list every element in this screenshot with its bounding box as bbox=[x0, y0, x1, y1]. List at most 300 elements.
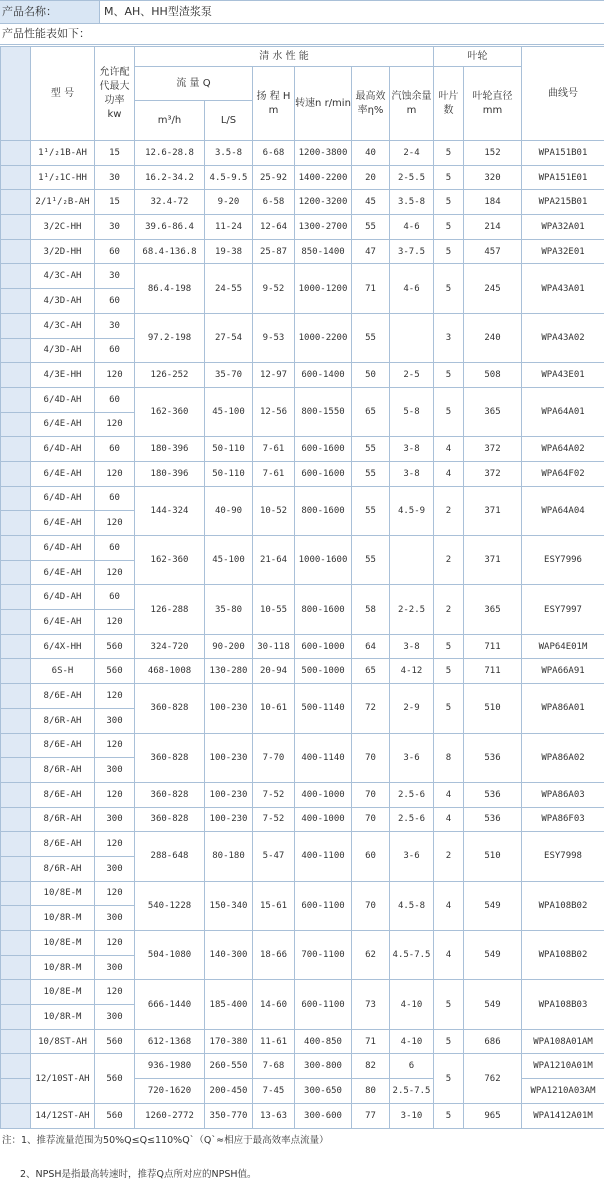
cell-model: 8/6R-AH bbox=[31, 758, 95, 783]
table-row bbox=[1, 141, 604, 166]
cell-impeller-dia: 711 bbox=[464, 634, 522, 659]
cell-speed: 1200-3200 bbox=[295, 190, 352, 215]
cell-model: 10/8ST-AH bbox=[31, 1029, 95, 1054]
row-gutter bbox=[1, 313, 31, 338]
cell-blades: 8 bbox=[434, 733, 464, 782]
cell-curve: WPA86A03 bbox=[522, 782, 604, 807]
cell-eff: 77 bbox=[352, 1103, 390, 1128]
cell-m3h: 97.2-198 bbox=[135, 313, 205, 362]
header-power bbox=[95, 47, 135, 141]
cell-blades: 5 bbox=[434, 1029, 464, 1054]
cell-model: 6/4D-AH bbox=[31, 437, 95, 462]
row-gutter bbox=[1, 585, 31, 610]
cell-npsh bbox=[390, 313, 434, 362]
cell-blades: 5 bbox=[434, 387, 464, 436]
cell-head: 7-70 bbox=[253, 733, 295, 782]
cell-blades: 5 bbox=[434, 363, 464, 388]
cell-ls: 45-100 bbox=[205, 536, 253, 585]
cell-npsh: 5-8 bbox=[390, 387, 434, 436]
row-gutter bbox=[1, 832, 31, 857]
cell-speed: 500-1140 bbox=[295, 684, 352, 733]
cell-impeller-dia: 711 bbox=[464, 659, 522, 684]
cell-impeller-dia: 536 bbox=[464, 733, 522, 782]
cell-speed: 300-650 bbox=[295, 1079, 352, 1104]
cell-impeller-dia: 152 bbox=[464, 141, 522, 166]
cell-speed: 800-1600 bbox=[295, 486, 352, 535]
cell-m3h: 288-648 bbox=[135, 832, 205, 881]
cell-m3h: 180-396 bbox=[135, 437, 205, 462]
cell-model: 6/4E-AH bbox=[31, 560, 95, 585]
cell-ls: 4.5-9.5 bbox=[205, 165, 253, 190]
row-gutter bbox=[1, 980, 31, 1005]
cell-impeller-dia: 549 bbox=[464, 931, 522, 980]
cell-curve: WPA64F02 bbox=[522, 461, 604, 486]
cell-speed: 1000-1200 bbox=[295, 264, 352, 313]
cell-curve: WPA43E01 bbox=[522, 363, 604, 388]
product-name-label: 产品名称： bbox=[0, 1, 100, 23]
cell-ls: 130-280 bbox=[205, 659, 253, 684]
cell-model: 8/6R-AH bbox=[31, 708, 95, 733]
cell-eff: 65 bbox=[352, 659, 390, 684]
cell-impeller-dia: 762 bbox=[464, 1054, 522, 1103]
cell-curve: WPA108B02 bbox=[522, 931, 604, 980]
table-row bbox=[1, 239, 604, 264]
cell-eff: 82 bbox=[352, 1054, 390, 1079]
cell-speed: 1400-2200 bbox=[295, 165, 352, 190]
cell-model: 4/3C-AH bbox=[31, 264, 95, 289]
cell-speed: 600-1000 bbox=[295, 634, 352, 659]
row-gutter bbox=[1, 807, 31, 832]
cell-blades: 5 bbox=[434, 684, 464, 733]
cell-eff: 47 bbox=[352, 239, 390, 264]
cell-m3h: 180-396 bbox=[135, 461, 205, 486]
cell-head: 10-55 bbox=[253, 585, 295, 634]
cell-ls: 185-400 bbox=[205, 980, 253, 1029]
cell-m3h: 360-828 bbox=[135, 782, 205, 807]
table-row bbox=[1, 931, 604, 956]
cell-npsh: 2-2.5 bbox=[390, 585, 434, 634]
cell-eff: 60 bbox=[352, 832, 390, 881]
cell-m3h: 32.4-72 bbox=[135, 190, 205, 215]
cell-power: 300 bbox=[95, 708, 135, 733]
product-name-row bbox=[0, 0, 604, 24]
cell-eff: 70 bbox=[352, 782, 390, 807]
header-speed: 转速n r/min bbox=[295, 67, 352, 141]
row-gutter bbox=[1, 634, 31, 659]
cell-model: 4/3C-AH bbox=[31, 313, 95, 338]
table-corner bbox=[1, 47, 31, 141]
cell-impeller-dia: 371 bbox=[464, 486, 522, 535]
cell-power: 120 bbox=[95, 363, 135, 388]
row-gutter bbox=[1, 1005, 31, 1030]
cell-ls: 150-340 bbox=[205, 881, 253, 930]
cell-speed: 600-1400 bbox=[295, 363, 352, 388]
cell-npsh: 3-8 bbox=[390, 437, 434, 462]
cell-npsh: 4.5-9 bbox=[390, 486, 434, 535]
cell-power: 300 bbox=[95, 856, 135, 881]
cell-power: 60 bbox=[95, 387, 135, 412]
row-gutter bbox=[1, 610, 31, 635]
cell-npsh: 2-4 bbox=[390, 141, 434, 166]
row-gutter bbox=[1, 289, 31, 314]
table-row bbox=[1, 190, 604, 215]
cell-speed: 400-1000 bbox=[295, 807, 352, 832]
cell-eff: 70 bbox=[352, 807, 390, 832]
cell-m3h: 68.4-136.8 bbox=[135, 239, 205, 264]
cell-power: 120 bbox=[95, 511, 135, 536]
cell-power: 300 bbox=[95, 1005, 135, 1030]
row-gutter bbox=[1, 215, 31, 240]
cell-speed: 600-1100 bbox=[295, 980, 352, 1029]
cell-head: 21-64 bbox=[253, 536, 295, 585]
cell-impeller-dia: 457 bbox=[464, 239, 522, 264]
cell-speed: 800-1550 bbox=[295, 387, 352, 436]
cell-blades: 5 bbox=[434, 264, 464, 313]
cell-impeller-dia: 365 bbox=[464, 585, 522, 634]
row-gutter bbox=[1, 659, 31, 684]
cell-ls: 35-80 bbox=[205, 585, 253, 634]
cell-power: 60 bbox=[95, 437, 135, 462]
header-blades: 叶片数 bbox=[434, 67, 464, 141]
row-gutter bbox=[1, 338, 31, 363]
cell-speed: 600-1600 bbox=[295, 461, 352, 486]
note-2: 2、NPSH是指最高转速时，推荐Q点所对应的NPSH值。 bbox=[20, 1169, 257, 1180]
cell-head: 7-68 bbox=[253, 1054, 295, 1079]
cell-curve: WPA1210A03AM bbox=[522, 1079, 604, 1104]
cell-model: 8/6E-AH bbox=[31, 832, 95, 857]
cell-power: 60 bbox=[95, 239, 135, 264]
cell-blades: 4 bbox=[434, 782, 464, 807]
cell-npsh: 4-6 bbox=[390, 264, 434, 313]
cell-power: 120 bbox=[95, 980, 135, 1005]
cell-head: 11-61 bbox=[253, 1029, 295, 1054]
cell-head: 25-87 bbox=[253, 239, 295, 264]
cell-ls: 350-770 bbox=[205, 1103, 253, 1128]
table-row bbox=[1, 684, 604, 709]
cell-model: 8/6E-AH bbox=[31, 733, 95, 758]
row-gutter bbox=[1, 387, 31, 412]
cell-npsh: 3-8 bbox=[390, 461, 434, 486]
cell-model: 6/4D-AH bbox=[31, 486, 95, 511]
table-row bbox=[1, 1029, 604, 1054]
cell-head: 6-68 bbox=[253, 141, 295, 166]
cell-ls: 3.5-8 bbox=[205, 141, 253, 166]
cell-power: 120 bbox=[95, 461, 135, 486]
cell-speed: 800-1600 bbox=[295, 585, 352, 634]
cell-model: 3/2D-HH bbox=[31, 239, 95, 264]
cell-npsh: 4-10 bbox=[390, 1029, 434, 1054]
cell-ls: 19-38 bbox=[205, 239, 253, 264]
cell-power: 560 bbox=[95, 634, 135, 659]
cell-blades: 2 bbox=[434, 486, 464, 535]
cell-npsh: 2.5-6 bbox=[390, 782, 434, 807]
cell-model: 6S-H bbox=[31, 659, 95, 684]
cell-model: 4/3E-HH bbox=[31, 363, 95, 388]
row-gutter bbox=[1, 437, 31, 462]
header-impeller: 叶轮 bbox=[434, 47, 522, 67]
cell-blades: 2 bbox=[434, 832, 464, 881]
cell-curve: WPA32A01 bbox=[522, 215, 604, 240]
table-row bbox=[1, 1103, 604, 1128]
cell-power: 120 bbox=[95, 733, 135, 758]
cell-eff: 40 bbox=[352, 141, 390, 166]
cell-model: 3/2C-HH bbox=[31, 215, 95, 240]
row-gutter bbox=[1, 758, 31, 783]
table-row bbox=[1, 733, 604, 758]
row-gutter bbox=[1, 412, 31, 437]
row-gutter bbox=[1, 1029, 31, 1054]
table-row bbox=[1, 1054, 604, 1079]
cell-eff: 45 bbox=[352, 190, 390, 215]
row-gutter bbox=[1, 165, 31, 190]
cell-eff: 55 bbox=[352, 215, 390, 240]
cell-npsh: 2.5-7.5 bbox=[390, 1079, 434, 1104]
table-row bbox=[1, 486, 604, 511]
cell-ls: 260-550 bbox=[205, 1054, 253, 1079]
cell-curve: WPA1210A01M bbox=[522, 1054, 604, 1079]
cell-blades: 4 bbox=[434, 931, 464, 980]
header-model: 型 号 bbox=[31, 47, 95, 141]
row-gutter bbox=[1, 363, 31, 388]
cell-head: 18-66 bbox=[253, 931, 295, 980]
table-row bbox=[1, 264, 604, 289]
row-gutter bbox=[1, 782, 31, 807]
cell-head: 10-61 bbox=[253, 684, 295, 733]
cell-speed: 850-1400 bbox=[295, 239, 352, 264]
cell-model: 6/4D-AH bbox=[31, 536, 95, 561]
cell-head: 30-118 bbox=[253, 634, 295, 659]
cell-eff: 55 bbox=[352, 536, 390, 585]
cell-npsh: 4-12 bbox=[390, 659, 434, 684]
cell-power: 120 bbox=[95, 412, 135, 437]
cell-impeller-dia: 365 bbox=[464, 387, 522, 436]
cell-m3h: 162-360 bbox=[135, 387, 205, 436]
cell-impeller-dia: 245 bbox=[464, 264, 522, 313]
cell-model: 1¹/₂1C-HH bbox=[31, 165, 95, 190]
notes bbox=[0, 1128, 604, 1196]
cell-impeller-dia: 184 bbox=[464, 190, 522, 215]
cell-curve: WAP64E01M bbox=[522, 634, 604, 659]
table-row bbox=[1, 215, 604, 240]
table-row bbox=[1, 437, 604, 462]
cell-curve: WPA64A04 bbox=[522, 486, 604, 535]
cell-impeller-dia: 214 bbox=[464, 215, 522, 240]
cell-eff: 71 bbox=[352, 264, 390, 313]
cell-head: 5-47 bbox=[253, 832, 295, 881]
cell-ls: 50-110 bbox=[205, 461, 253, 486]
cell-power: 560 bbox=[95, 1103, 135, 1128]
cell-m3h: 39.6-86.4 bbox=[135, 215, 205, 240]
cell-npsh: 4.5-8 bbox=[390, 881, 434, 930]
cell-eff: 70 bbox=[352, 733, 390, 782]
cell-m3h: 468-1008 bbox=[135, 659, 205, 684]
table-row bbox=[1, 387, 604, 412]
cell-curve: WPA108B03 bbox=[522, 980, 604, 1029]
cell-eff: 20 bbox=[352, 165, 390, 190]
row-gutter bbox=[1, 141, 31, 166]
cell-model: 8/6R-AH bbox=[31, 807, 95, 832]
cell-blades: 5 bbox=[434, 141, 464, 166]
cell-model: 10/8E-M bbox=[31, 931, 95, 956]
cell-curve: WPA66A91 bbox=[522, 659, 604, 684]
cell-model: 8/6R-AH bbox=[31, 856, 95, 881]
cell-model: 2/1¹/₂B-AH bbox=[31, 190, 95, 215]
cell-impeller-dia: 240 bbox=[464, 313, 522, 362]
row-gutter bbox=[1, 560, 31, 585]
cell-model: 4/3D-AH bbox=[31, 289, 95, 314]
cell-model: 10/8R-M bbox=[31, 1005, 95, 1030]
cell-head: 12-64 bbox=[253, 215, 295, 240]
table-row bbox=[1, 980, 604, 1005]
cell-npsh bbox=[390, 536, 434, 585]
cell-blades: 5 bbox=[434, 1103, 464, 1128]
cell-power: 60 bbox=[95, 536, 135, 561]
cell-m3h: 360-828 bbox=[135, 733, 205, 782]
header-impeller-dia: 叶轮直径 mm bbox=[464, 67, 522, 141]
cell-curve: ESY7998 bbox=[522, 832, 604, 881]
cell-model: 14/12ST-AH bbox=[31, 1103, 95, 1128]
cell-head: 12-56 bbox=[253, 387, 295, 436]
cell-power: 30 bbox=[95, 165, 135, 190]
cell-eff: 50 bbox=[352, 363, 390, 388]
row-gutter bbox=[1, 511, 31, 536]
cell-power: 60 bbox=[95, 289, 135, 314]
cell-ls: 100-230 bbox=[205, 807, 253, 832]
cell-npsh: 4-10 bbox=[390, 980, 434, 1029]
cell-head: 7-61 bbox=[253, 461, 295, 486]
cell-ls: 50-110 bbox=[205, 437, 253, 462]
cell-model: 6/4D-AH bbox=[31, 585, 95, 610]
cell-m3h: 720-1620 bbox=[135, 1079, 205, 1104]
row-gutter bbox=[1, 190, 31, 215]
cell-model: 6/4E-AH bbox=[31, 610, 95, 635]
cell-blades: 2 bbox=[434, 536, 464, 585]
cell-curve: WPA86A02 bbox=[522, 733, 604, 782]
cell-m3h: 324-720 bbox=[135, 634, 205, 659]
cell-npsh: 3-7.5 bbox=[390, 239, 434, 264]
cell-npsh: 3.5-8 bbox=[390, 190, 434, 215]
table-row bbox=[1, 585, 604, 610]
row-gutter bbox=[1, 708, 31, 733]
cell-ls: 100-230 bbox=[205, 733, 253, 782]
cell-blades: 5 bbox=[434, 980, 464, 1029]
cell-head: 7-61 bbox=[253, 437, 295, 462]
row-gutter bbox=[1, 733, 31, 758]
row-gutter bbox=[1, 906, 31, 931]
cell-curve: WPA43A02 bbox=[522, 313, 604, 362]
cell-m3h: 144-324 bbox=[135, 486, 205, 535]
cell-eff: 55 bbox=[352, 461, 390, 486]
cell-blades: 5 bbox=[434, 190, 464, 215]
cell-power: 60 bbox=[95, 486, 135, 511]
cell-power: 120 bbox=[95, 610, 135, 635]
cell-power: 560 bbox=[95, 1029, 135, 1054]
header-flow-unit-m3h: m³/h bbox=[135, 101, 205, 141]
cell-speed: 400-850 bbox=[295, 1029, 352, 1054]
cell-blades: 5 bbox=[434, 1054, 464, 1103]
cell-npsh: 3-10 bbox=[390, 1103, 434, 1128]
cell-ls: 200-450 bbox=[205, 1079, 253, 1104]
cell-eff: 55 bbox=[352, 437, 390, 462]
cell-model: 6/4E-AH bbox=[31, 461, 95, 486]
cell-npsh: 2-9 bbox=[390, 684, 434, 733]
cell-curve: ESY7996 bbox=[522, 536, 604, 585]
table-row bbox=[1, 832, 604, 857]
cell-impeller-dia: 372 bbox=[464, 437, 522, 462]
cell-ls: 80-180 bbox=[205, 832, 253, 881]
cell-eff: 64 bbox=[352, 634, 390, 659]
cell-speed: 1300-2700 bbox=[295, 215, 352, 240]
cell-curve: WPA108A01AM bbox=[522, 1029, 604, 1054]
cell-curve: WPA1412A01M bbox=[522, 1103, 604, 1128]
cell-ls: 100-230 bbox=[205, 684, 253, 733]
cell-m3h: 360-828 bbox=[135, 684, 205, 733]
cell-model: 8/6E-AH bbox=[31, 782, 95, 807]
cell-curve: WPA86F03 bbox=[522, 807, 604, 832]
cell-speed: 700-1100 bbox=[295, 931, 352, 980]
cell-power: 300 bbox=[95, 758, 135, 783]
cell-m3h: 162-360 bbox=[135, 536, 205, 585]
cell-npsh: 4.5-7.5 bbox=[390, 931, 434, 980]
row-gutter bbox=[1, 1054, 31, 1079]
cell-ls: 35-70 bbox=[205, 363, 253, 388]
cell-eff: 72 bbox=[352, 684, 390, 733]
cell-head: 20-94 bbox=[253, 659, 295, 684]
row-gutter bbox=[1, 684, 31, 709]
table-row bbox=[1, 782, 604, 807]
cell-power: 30 bbox=[95, 313, 135, 338]
row-gutter bbox=[1, 1103, 31, 1128]
cell-power: 560 bbox=[95, 1054, 135, 1103]
cell-model: 1¹/₂1B-AH bbox=[31, 141, 95, 166]
cell-m3h: 16.2-34.2 bbox=[135, 165, 205, 190]
cell-npsh: 3-6 bbox=[390, 832, 434, 881]
cell-eff: 55 bbox=[352, 313, 390, 362]
cell-speed: 300-800 bbox=[295, 1054, 352, 1079]
cell-power: 15 bbox=[95, 141, 135, 166]
cell-impeller-dia: 510 bbox=[464, 832, 522, 881]
cell-impeller-dia: 320 bbox=[464, 165, 522, 190]
cell-power: 15 bbox=[95, 190, 135, 215]
cell-m3h: 936-1980 bbox=[135, 1054, 205, 1079]
cell-power: 120 bbox=[95, 560, 135, 585]
cell-impeller-dia: 536 bbox=[464, 807, 522, 832]
row-gutter bbox=[1, 486, 31, 511]
cell-m3h: 504-1080 bbox=[135, 931, 205, 980]
cell-speed: 600-1600 bbox=[295, 437, 352, 462]
cell-curve: WPA86A01 bbox=[522, 684, 604, 733]
cell-blades: 3 bbox=[434, 313, 464, 362]
header-power-unit: kw bbox=[107, 108, 122, 120]
cell-curve: WPA151B01 bbox=[522, 141, 604, 166]
cell-model: 10/8R-M bbox=[31, 955, 95, 980]
cell-power: 30 bbox=[95, 215, 135, 240]
cell-eff: 80 bbox=[352, 1079, 390, 1104]
cell-model: 6/4E-AH bbox=[31, 412, 95, 437]
table-caption: 产品性能表如下： bbox=[0, 23, 604, 45]
cell-speed: 1000-2200 bbox=[295, 313, 352, 362]
cell-power: 300 bbox=[95, 955, 135, 980]
cell-impeller-dia: 686 bbox=[464, 1029, 522, 1054]
cell-blades: 4 bbox=[434, 437, 464, 462]
cell-head: 7-52 bbox=[253, 782, 295, 807]
product-name-value: M、AH、HH型渣浆泵 bbox=[104, 5, 212, 18]
row-gutter bbox=[1, 955, 31, 980]
cell-curve: WPA43A01 bbox=[522, 264, 604, 313]
cell-m3h: 126-288 bbox=[135, 585, 205, 634]
cell-blades: 5 bbox=[434, 659, 464, 684]
cell-blades: 2 bbox=[434, 585, 464, 634]
